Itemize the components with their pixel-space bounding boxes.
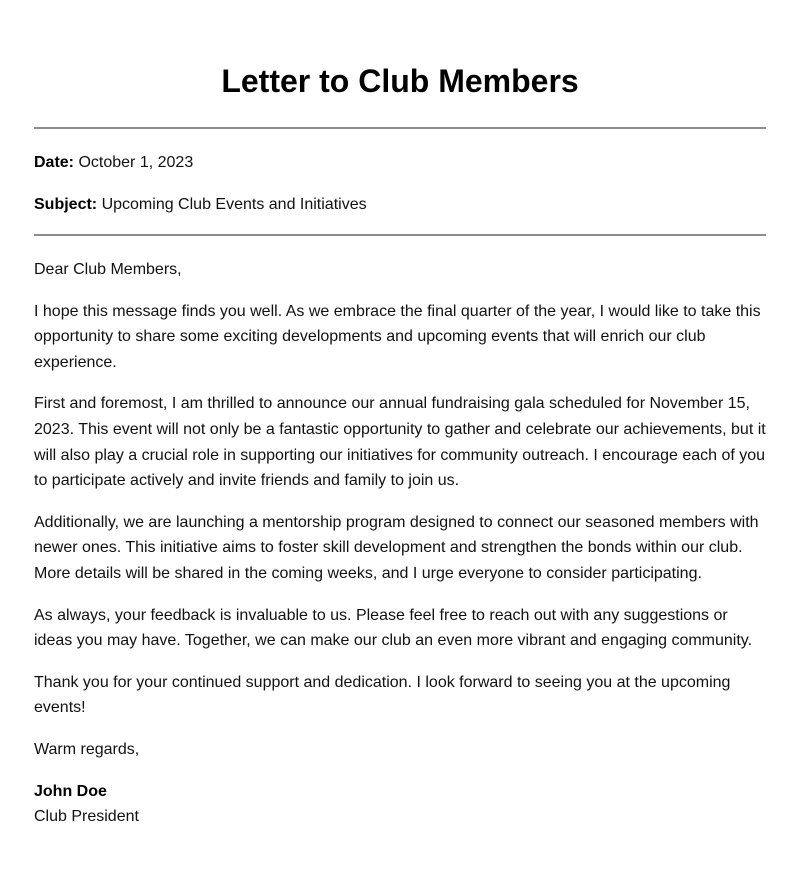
- body-paragraph: Additionally, we are launching a mentorship program designed to connect our seasoned members with newer ones. This initiative aims to foster skill development and strengthen the bonds within our club. More details will be shared in the coming weeks, and I urge everyone to consider participating.: [34, 513, 759, 582]
- closing: Warm regards,: [34, 740, 140, 758]
- body-paragraph: First and foremost, I am thrilled to announce our annual fundraising gala scheduled for November 15, 2023. This event will not only be a fantastic opportunity to gather and celebrate our achievements, but it will also play a crucial role in supporting our initiatives for community outreach. I encourage each of you to participate actively and invite friends and family to join us.: [34, 395, 766, 490]
- body-paragraph: As always, your feedback is invaluable to us. Please feel free to reach out with any suggestions or ideas you may have. Together, we can make our club an even more vibrant and engaging community.: [34, 606, 753, 650]
- signature-role: Club President: [34, 807, 139, 825]
- salutation: Dear Club Members,: [34, 261, 182, 278]
- date-line: [34, 150, 766, 176]
- page-title: Letter to Club Members: [221, 63, 579, 99]
- signature-name: John Doe: [34, 782, 107, 800]
- header-divider: [34, 127, 766, 129]
- meta-divider: [34, 234, 766, 236]
- letter-body: [34, 257, 766, 829]
- subject-line: [34, 192, 766, 218]
- date-label: Date:: [34, 154, 75, 171]
- body-paragraph: I hope this message finds you well. As we embrace the final quarter of the year, I would like to take this opportunity to share some exciting developments and upcoming events that will enrich our club experience.: [34, 302, 761, 371]
- subject-label: Subject:: [34, 196, 98, 213]
- subject-value: Upcoming Club Events and Initiatives: [101, 196, 367, 213]
- date-value: October 1, 2023: [78, 154, 194, 171]
- body-paragraph: Thank you for your continued support and dedication. I look forward to seeing you at the upcoming events!: [34, 673, 731, 717]
